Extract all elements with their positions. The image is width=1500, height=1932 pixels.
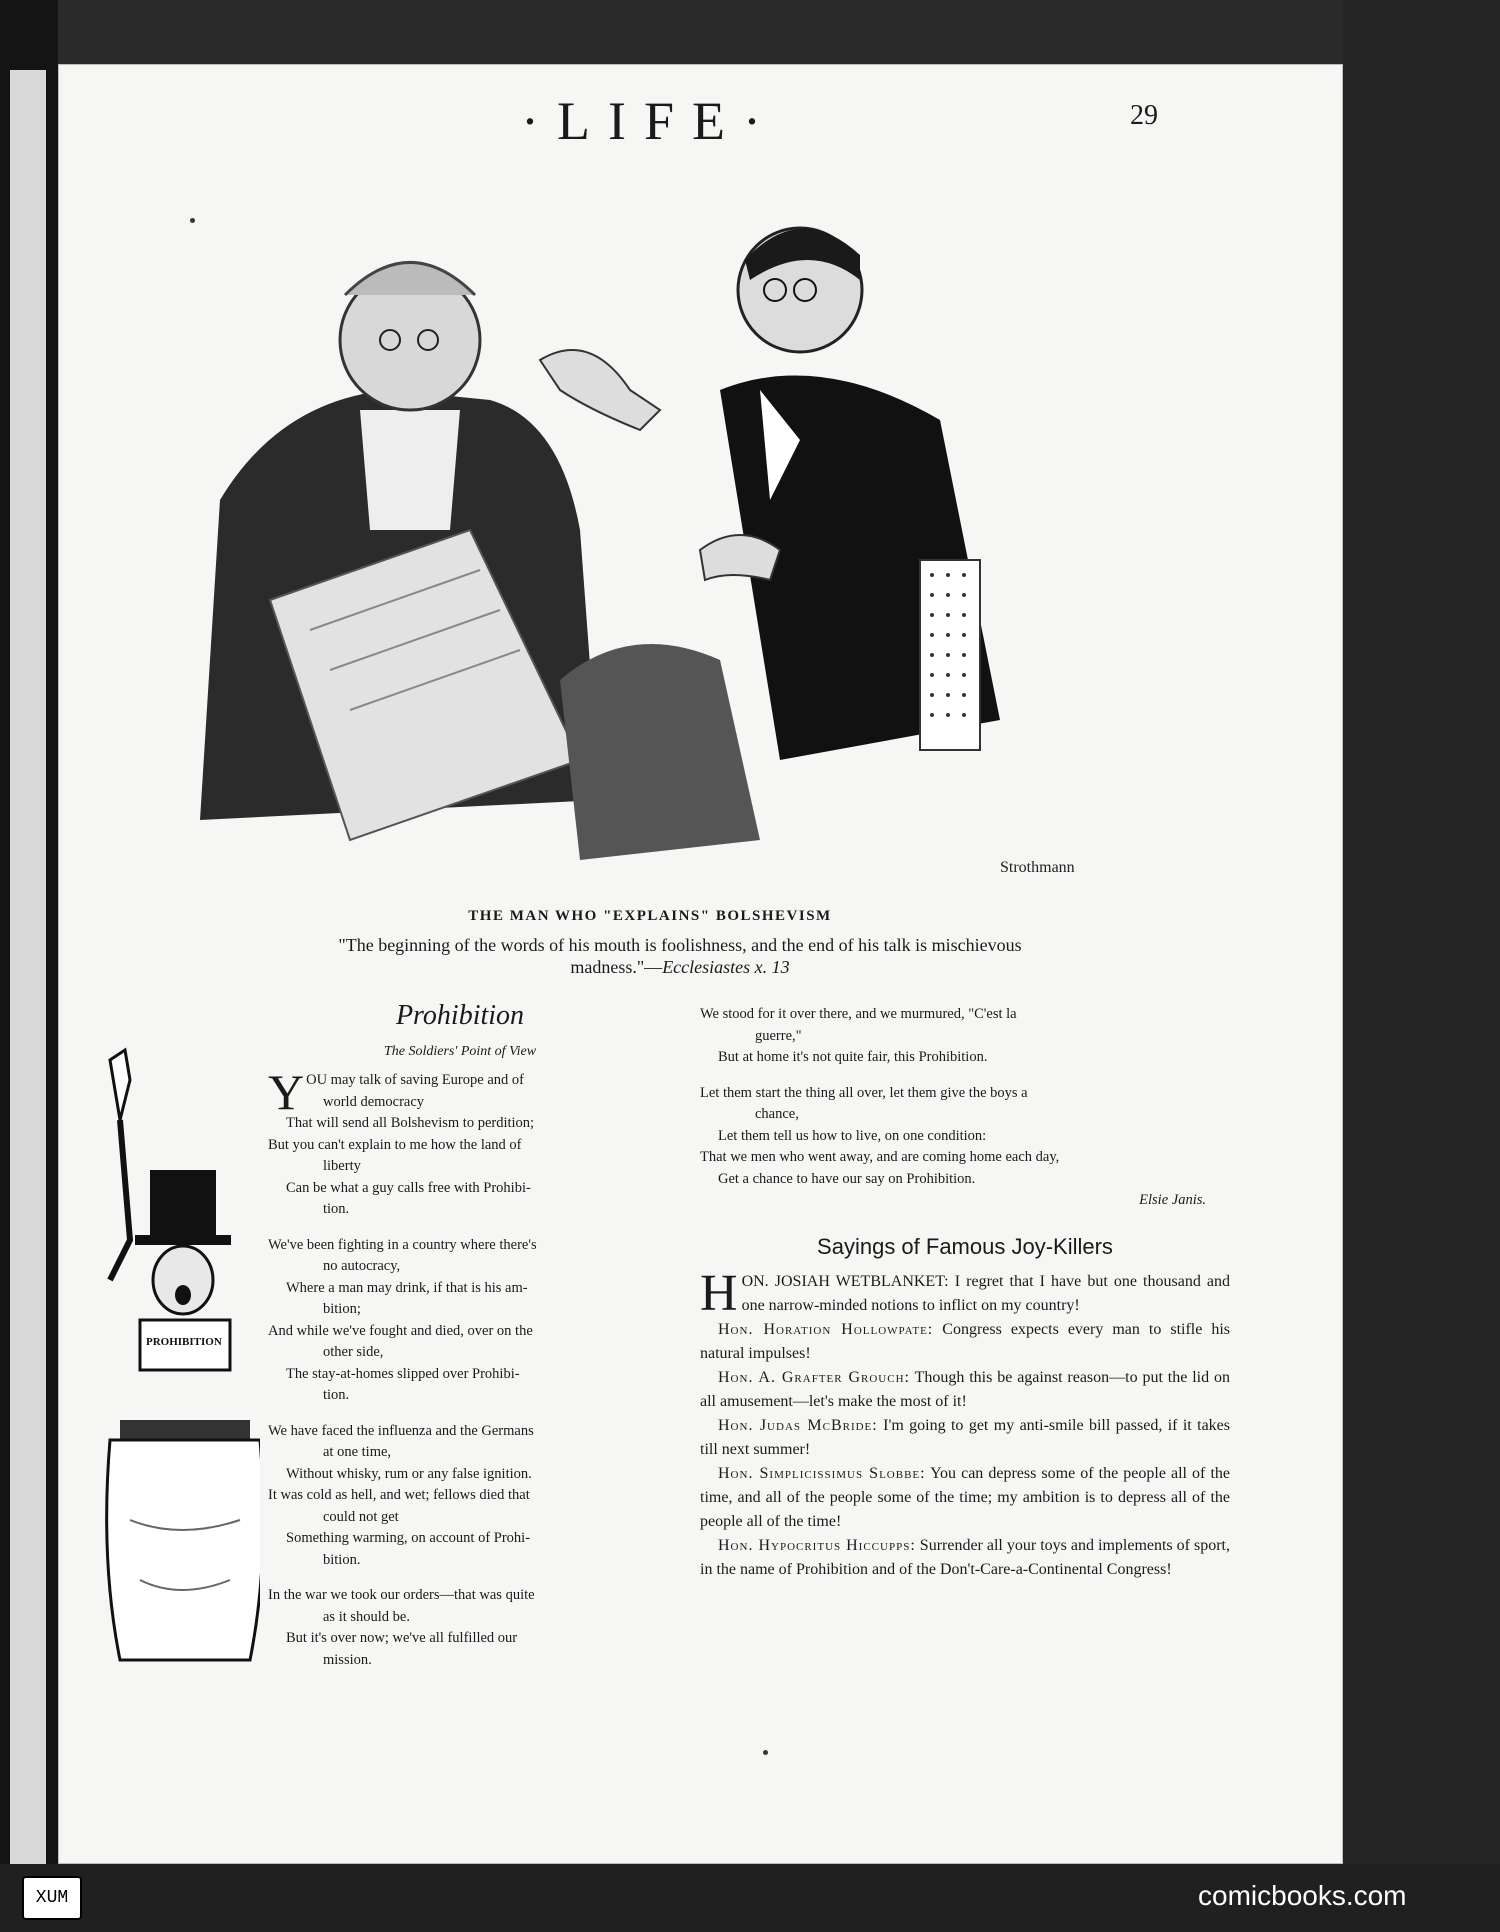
poem-line — [268, 1156, 668, 1178]
poem-line-text: Where a man may drink, if that is his am- — [286, 1279, 528, 1296]
saying-text: I'm going to get my anti-smile bill passed, if it takes till next summer! — [700, 1417, 1231, 1458]
poem-line: Get a chance to have our say on Prohibition. — [718, 1170, 976, 1187]
poem-line — [268, 1650, 668, 1672]
saying-text: Surrender all your toys and implements of sport, in the name of Prohibition and of the Don't-Care-a-Continental Congress! — [700, 1537, 1231, 1578]
site-watermark: comicbooks.com — [1198, 1880, 1407, 1911]
poem-line — [268, 1464, 668, 1486]
cartoon-label: PROHIBITION — [146, 1336, 222, 1348]
saying-speaker: Hon. Hypocritus Hiccupps: — [718, 1537, 916, 1554]
poem-stanza — [268, 1585, 668, 1671]
poem-line: chance, — [755, 1106, 799, 1122]
poem-line — [268, 1278, 668, 1300]
poem-continuation — [700, 1004, 1228, 1226]
poem-stanza — [700, 1004, 1228, 1069]
poem-line — [268, 1178, 668, 1200]
poem-line — [268, 1199, 668, 1221]
saying-text: Though this be against reason—to put the lid on all amusement—let's make the most of it! — [700, 1369, 1230, 1410]
poem-body — [268, 1064, 668, 1685]
poem-line — [268, 1421, 668, 1443]
poem-line — [268, 1485, 668, 1507]
sayings-dropcap: H — [700, 1265, 738, 1322]
poem-dropcap: Y — [268, 1064, 305, 1120]
poem-line-text: And while we've fought and died, over on the — [268, 1322, 533, 1339]
poem-line-text: But it's over now; we've all fulfilled our — [286, 1630, 518, 1646]
poem-line — [268, 1321, 668, 1343]
saying-item — [700, 1462, 1230, 1534]
poem-line — [268, 1385, 668, 1407]
poem-line-text: could not get — [323, 1508, 399, 1525]
poem-line-text: Can be what a guy calls free with Prohibi- — [286, 1179, 531, 1196]
poem-author: Elsie Janis. — [1139, 1192, 1206, 1208]
poem-line-text: world democracy — [323, 1093, 425, 1110]
poem-line-text: It was cold as hell, and wet; fellows died that — [268, 1487, 530, 1503]
poem-line — [268, 1442, 668, 1464]
poem-line: Let them start the thing all over, let them give the boys a — [700, 1084, 1028, 1101]
saying-item — [700, 1318, 1230, 1366]
poem-line — [268, 1364, 668, 1386]
poem-line-text: bition. — [323, 1551, 361, 1568]
illustration-caption-quote — [300, 934, 1060, 978]
poem-line-text: OU may talk of saving Europe and of — [306, 1072, 524, 1088]
magazine-title: ·LIFE· — [521, 91, 779, 151]
poem-title: Prohibition — [395, 1000, 525, 1031]
poem-line-text: mission. — [323, 1651, 372, 1668]
poem-line: We stood for it over there, and we murmured, "C'est la — [700, 1006, 1017, 1022]
poem-line-text: That will send all Bolshevism to perdition; — [286, 1115, 535, 1131]
saying-item — [700, 1265, 1231, 1322]
saying-speaker: Hon. A. Grafter Grouch: — [718, 1369, 910, 1386]
poem-line-text: tion. — [323, 1201, 350, 1217]
poem-line — [268, 1299, 668, 1321]
poem-line-text: Something warming, on account of Prohi- — [286, 1530, 531, 1546]
poem-line — [268, 1507, 668, 1529]
saying-text: I regret that I have but one thousand and one narrow-minded notions to inflict on my country! — [741, 1273, 1231, 1314]
poem-line — [268, 1628, 668, 1650]
saying-item — [700, 1366, 1230, 1414]
poem-line — [268, 1342, 668, 1364]
artist-signature: Strothmann — [1000, 859, 1075, 876]
poem-stanza — [268, 1064, 668, 1221]
poem-line-text: liberty — [323, 1158, 361, 1174]
sayings-body — [700, 1265, 1231, 1582]
poem-line: That we men who went away, and are coming home each day, — [700, 1149, 1060, 1165]
poem-line — [268, 1607, 668, 1629]
saying-text: You can depress some of the people all of the time, and all of the people some of the time; my ambition is to depress all of the people all of the time! — [700, 1465, 1230, 1530]
saying-speaker: Hon. Horation Hollowpate: — [718, 1321, 934, 1338]
poem-line — [268, 1235, 668, 1257]
poem-line-text: as it should be. — [323, 1608, 410, 1625]
saying-speaker: Hon. Simplicissimus Slobbe: — [718, 1465, 926, 1482]
saying-text: Congress expects every man to stifle his natural impulses! — [700, 1321, 1231, 1362]
saying-speaker: ON. JOSIAH WETBLANKET: — [741, 1273, 949, 1290]
poem-line-text: We have faced the influenza and the Germans — [268, 1422, 534, 1439]
poem-line — [268, 1585, 668, 1607]
page-number: 29 — [1130, 100, 1158, 131]
poem-stanza — [268, 1235, 668, 1407]
poem-line — [268, 1256, 668, 1278]
sayings-title: Sayings of Famous Joy-Killers — [817, 1234, 1113, 1259]
poem-line: But at home it's not quite fair, this Prohibition. — [718, 1049, 988, 1065]
bolshevism-illustration — [160, 200, 1180, 880]
poem-line — [268, 1092, 668, 1114]
page-ornament — [763, 1750, 768, 1755]
caption-citation: Ecclesiastes x. 13 — [662, 957, 790, 977]
caption-quote-text: "The beginning of the words of his mouth is foolishness, and the end of his talk is mischievous madness."— — [338, 935, 1022, 977]
scan-top-border — [0, 0, 1500, 64]
poem-line-text: no autocracy, — [323, 1258, 401, 1274]
poem-line — [268, 1528, 668, 1550]
scan-right-border — [1343, 0, 1500, 1932]
poem-line: guerre," — [755, 1027, 802, 1044]
previous-page-edge — [10, 70, 46, 1870]
poem-line-text: Without whisky, rum or any false ignition. — [286, 1465, 532, 1482]
poem-line-text: The stay-at-homes slipped over Prohibi- — [286, 1365, 520, 1382]
poem-line: Let them tell us how to live, on one condition: — [718, 1127, 987, 1144]
prohibition-bottle-cartoon — [80, 1040, 260, 1680]
poem-line-text: But you can't explain to me how the land of — [268, 1136, 522, 1153]
poem-line — [268, 1113, 668, 1135]
scan-badge: XUM — [22, 1876, 82, 1920]
poem-line — [268, 1550, 668, 1572]
illustration-caption-title: THE MAN WHO "EXPLAINS" BOLSHEVISM — [468, 908, 832, 924]
poem-subtitle: The Soldiers' Point of View — [383, 1044, 537, 1059]
poem-line-text: other side, — [323, 1344, 384, 1360]
saying-item — [700, 1414, 1230, 1462]
poem-line-text: bition; — [323, 1301, 361, 1317]
poem-line-text: We've been fighting in a country where there's — [268, 1236, 537, 1253]
poem-line-text: In the war we took our orders—that was quite — [268, 1587, 535, 1603]
poem-line-text: at one time, — [323, 1444, 392, 1460]
poem-stanza — [700, 1083, 1228, 1212]
saying-speaker: Hon. Judas McBride: — [718, 1417, 878, 1434]
poem-line — [268, 1135, 668, 1157]
page-speck — [190, 218, 195, 223]
saying-item — [700, 1534, 1230, 1582]
poem-stanza — [268, 1421, 668, 1572]
poem-line-text: tion. — [323, 1387, 350, 1403]
